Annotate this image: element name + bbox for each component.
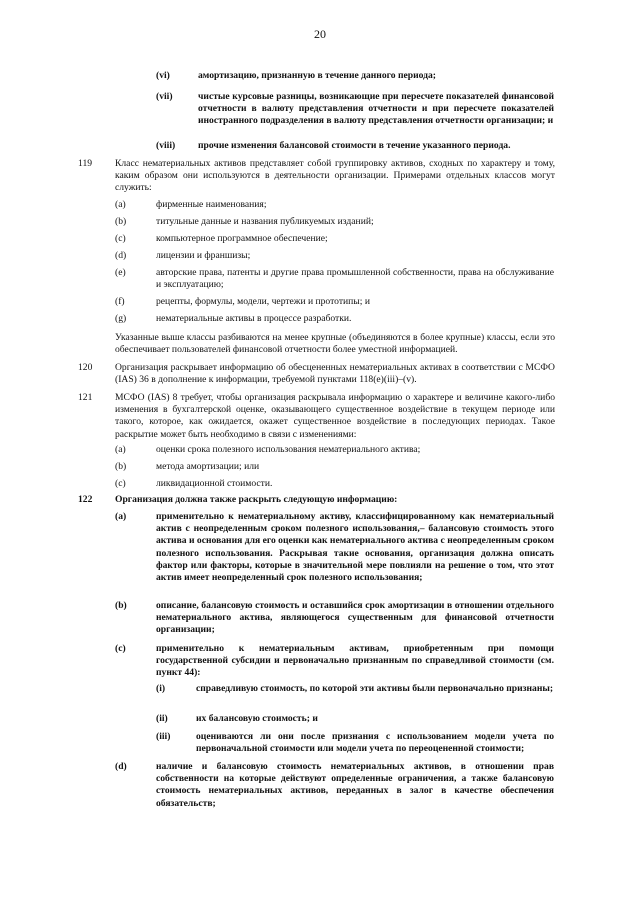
sub-item-label: (iii) bbox=[156, 731, 171, 742]
list-item-text: чистые курсовые разницы, возникающие при пересчете показателей финансовой отчетности в валюту представления отчетности и при пересчете показателей иностранного подразделения в валюту представления отчетности организации; и bbox=[198, 91, 554, 127]
list-item-label: (vi) bbox=[156, 70, 170, 81]
paragraph-text: Указанные выше классы разбиваются на менее крупные (объединяются в более крупные) классы, если это обеспечивает пользователей финансовой отчетности более уместной информацией. bbox=[115, 332, 555, 356]
list-item-text: рецепты, формулы, модели, чертежи и прототипы; и bbox=[156, 296, 370, 307]
paragraph-text: Организация должна также раскрыть следующую информацию: bbox=[115, 494, 398, 505]
sub-item-label: (ii) bbox=[156, 713, 168, 724]
list-item-label: (a) bbox=[115, 511, 127, 522]
list-item-text: компьютерное программное обеспечение; bbox=[156, 233, 328, 244]
paragraph-text: Организация раскрывает информацию об обесцененных нематериальных активах в соответствии с МСФО (IAS) 36 в дополнение к информации, требуемой пунктами 118(e)(iii)–(v). bbox=[115, 362, 555, 386]
list-item-text: применительно к нематериальному активу, классифицированному как нематериальный актив с неопределенным сроком полезного использования,– балансовую стоимость этого актива и основания для его оценки как нематериального актива с неопределенным сроком полезного использования. Раскрывая такие основания, организация должна описать фактор или факторы, которые в значительной мере повлияли на решение о том, что этот актив имеет неопределенный срок полезного использования; bbox=[156, 511, 554, 584]
list-item-label: (a) bbox=[115, 199, 126, 210]
paragraph-text: Класс нематериальных активов представляет собой группировку активов, сходных по характеру и тому, каким образом они используются в деятельности организации. Примерами отдельных классов могут служить: bbox=[115, 158, 555, 194]
paragraph-number: 119 bbox=[78, 158, 93, 169]
list-item-label: (c) bbox=[115, 233, 126, 244]
paragraph-number: 122 bbox=[78, 494, 93, 505]
list-item-text: нематериальные активы в процессе разработки. bbox=[156, 313, 352, 324]
list-item-label: (d) bbox=[115, 250, 127, 261]
list-item-label: (d) bbox=[115, 761, 127, 772]
list-item-label: (e) bbox=[115, 267, 126, 278]
list-item-label: (c) bbox=[115, 478, 126, 489]
list-item-label: (a) bbox=[115, 444, 126, 455]
list-item-label: (b) bbox=[115, 600, 127, 611]
list-item-text: прочие изменения балансовой стоимости в течение указанного периода. bbox=[198, 140, 511, 151]
list-item-label: (b) bbox=[115, 216, 127, 227]
list-item-text: наличие и балансовую стоимость нематериальных активов, в отношении прав собственности на которые действуют определенные ограничения, а также балансовую стоимость нематериальных активов, переданных в залог в качестве обеспечения обязательств; bbox=[156, 761, 554, 809]
list-item-text: метода амортизации; или bbox=[156, 461, 260, 472]
list-item-text: ликвидационной стоимости. bbox=[156, 478, 273, 489]
paragraph-number: 121 bbox=[78, 392, 93, 403]
list-item-text: фирменные наименования; bbox=[156, 199, 267, 210]
list-item-text: применительно к нематериальным активам, приобретенным при помощи государственной субсидии и первоначально признанным по справедливой стоимости (см. пункт 44): bbox=[156, 643, 554, 679]
sub-item-text: справедливую стоимость, по которой эти активы были первоначально признаны; bbox=[196, 683, 554, 694]
sub-item-label: (i) bbox=[156, 683, 166, 694]
list-item-label: (c) bbox=[115, 643, 126, 654]
list-item-label: (f) bbox=[115, 296, 125, 307]
list-item-label: (b) bbox=[115, 461, 127, 472]
list-item-text: оценки срока полезного использования нематериального актива; bbox=[156, 444, 421, 455]
list-item-label: (viii) bbox=[156, 140, 176, 151]
sub-item-text: их балансовую стоимость; и bbox=[196, 713, 318, 724]
paragraph-number: 120 bbox=[78, 362, 93, 373]
list-item-text: амортизацию, признанную в течение данного периода; bbox=[198, 70, 436, 81]
list-item-text: титульные данные и названия публикуемых изданий; bbox=[156, 216, 374, 227]
list-item-text: лицензии и франшизы; bbox=[156, 250, 251, 261]
page-number: 20 bbox=[314, 27, 326, 41]
list-item-text: авторские права, патенты и другие права промышленной собственности, права на обслуживание и эксплуатацию; bbox=[156, 267, 554, 291]
sub-item-text: оцениваются ли они после признания с использованием модели учета по первоначальной стоимости или модели учета по переоцененной стоимости; bbox=[196, 731, 554, 755]
paragraph-text: МСФО (IAS) 8 требует, чтобы организация раскрывала информацию о характере и величине какого-либо изменения в бухгалтерской оценке, оказывающего существенное воздействие в текущем периоде или такого, которое, как ожидается, окажет существенное воздействие в последующих периодах. Такое раскрытие может быть необходимо в связи с изменениями: bbox=[115, 392, 555, 440]
list-item-label: (vii) bbox=[156, 91, 173, 102]
list-item-text: описание, балансовую стоимость и оставшийся срок амортизации в отношении отдельного нематериального актива, являющегося существенным для финансовой отчетности организации; bbox=[156, 600, 554, 636]
list-item-label: (g) bbox=[115, 313, 127, 324]
